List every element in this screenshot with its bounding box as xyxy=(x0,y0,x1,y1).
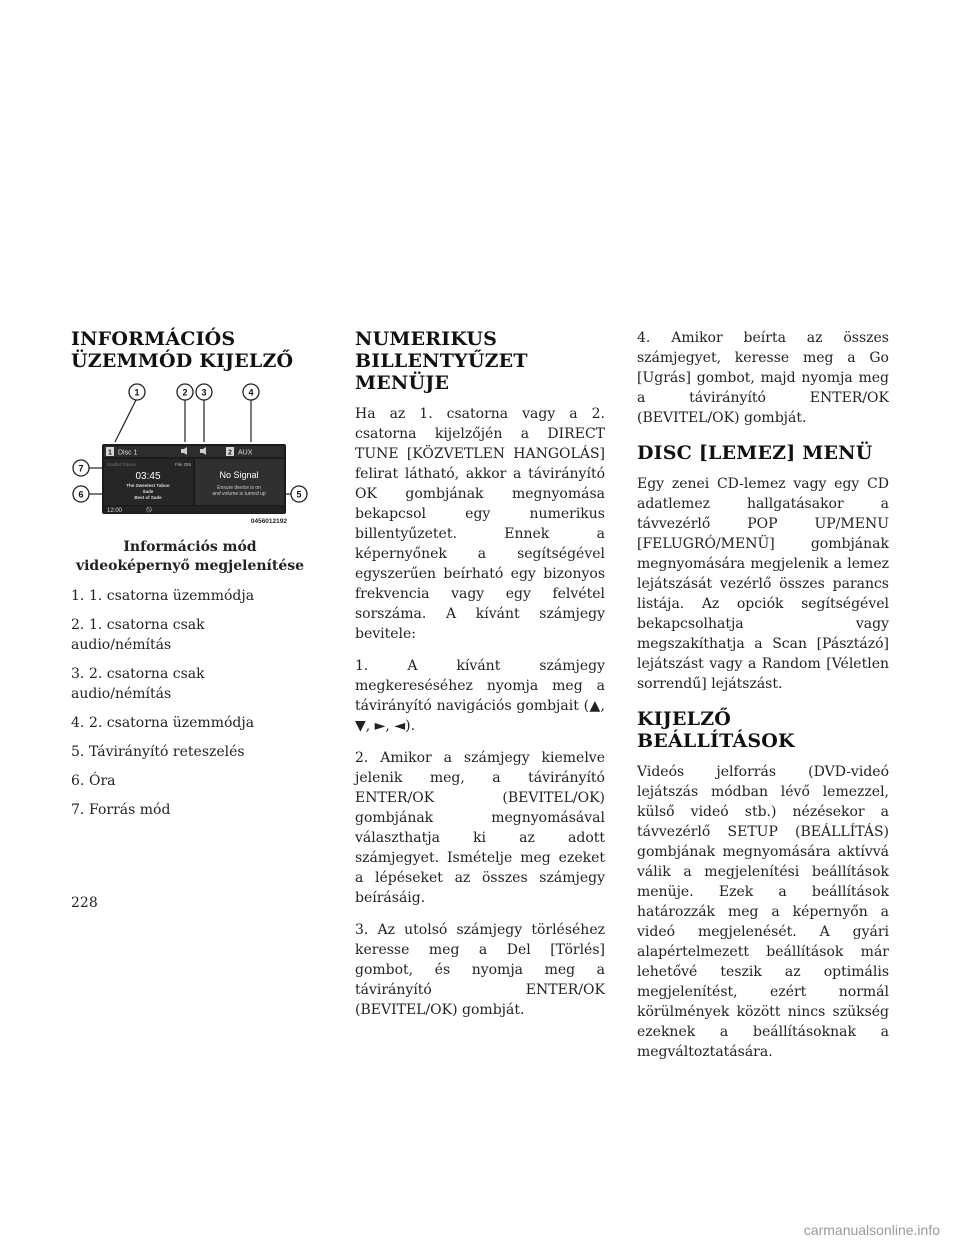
figure-caption: Információs mód videoképernyő megjelenítése xyxy=(75,539,305,574)
heading-info-mode: INFORMÁCIÓS ÜZEMMÓD KIJELZŐ xyxy=(71,328,294,372)
paragraph: 4. Amikor beírta az összes számjegyet, keresse meg a Go [Ugrás] gombot, majd nyomja meg a távirányító ENTER/OK (BEVITEL/OK) gombját. xyxy=(637,330,889,426)
list-item: 2. 1. csatorna csak audio/némítás xyxy=(71,617,205,653)
right-badge: 2 xyxy=(228,449,232,457)
right-source-label: AUX xyxy=(238,449,253,457)
paragraph: Ha az 1. csatorna vagy a 2. csatorna kijelzőjén a DIRECT TUNE [KÖZVETLEN HANGOLÁS] felirat látható, akkor a távirányító OK gombjának megnyomása bekapcsol egy numerikus billentyűzetet. Ennek a képernyőnek a segítségével egyszerűen beírható egy bizonyos frekvencia vagy egy felvétel sorszáma. A kívánt számjegy bevitele: xyxy=(355,406,605,642)
watermark: carmanualsonline.info xyxy=(803,1222,940,1238)
time-display: 03:45 xyxy=(135,471,161,482)
hint-line-2: and volume is turned up xyxy=(212,491,266,497)
paragraph: 3. Az utolsó számjegy törléséhez keresse meg a Del [Törlés] gombot, és nyomja meg a távirányító ENTER/OK (BEVITEL/OK) gombját. xyxy=(355,922,605,1018)
list-item: 5. Távirányító reteszelés xyxy=(71,744,245,760)
figure-code: 0456012192 xyxy=(250,518,287,525)
artist-name: Sade xyxy=(142,489,154,494)
callout-1: 1 xyxy=(134,387,140,398)
callout-3: 3 xyxy=(201,387,207,398)
callout-2: 2 xyxy=(182,387,188,398)
callout-7: 7 xyxy=(78,463,84,474)
column-right xyxy=(637,328,889,1074)
paragraph: Videós jelforrás (DVD-videó lejátszás módban lévő lemezzel, külső videó stb.) nézésekor a távvezérlő SETUP (BEÁLLÍTÁS) gombjának megnyomására aktívvá válik a megjelenítési beállítások menüje. Ezek a beállítások határozzák meg a képernyőn a videó megjelenését. A gyári alapértelmezett beállítások már lehetővé teszik az optimális megjelenítést, ezért normál körülmények között nincs szükség ezeknek a beállításoknak a megváltoztatására. xyxy=(637,764,889,1060)
heading-disc-menu: DISC [LEMEZ] MENÜ xyxy=(637,442,873,464)
list-item: 6. Óra xyxy=(71,773,116,789)
column-middle xyxy=(355,328,605,1032)
clock-display: 12:00 xyxy=(107,508,123,514)
callout-6: 6 xyxy=(78,489,84,500)
legend-list xyxy=(71,586,309,820)
column-left xyxy=(71,328,309,829)
hint-line-1: Ensure device is on xyxy=(217,485,261,491)
callout-5: 5 xyxy=(296,489,302,500)
list-item: 3. 2. csatorna csak audio/némítás xyxy=(71,666,205,702)
paragraph: 2. Amikor a számjegy kiemelve jelenik meg, a távirányító ENTER/OK (BEVITEL/OK) gombjának megnyomásával választhatja ki az adott számjegyet. Ismételje meg ezeket a lépéseket az összes számjegy beírásáig. xyxy=(355,750,605,906)
left-source-label: Disc 1 xyxy=(118,449,138,457)
heading-numeric-keypad: NUMERIKUS BILLENTYŰZET MENÜJE xyxy=(355,328,528,394)
album-name: Best of Sade xyxy=(134,495,162,500)
info-mode-figure xyxy=(71,382,309,532)
heading-display-settings: KIJELZŐ BEÁLLÍTÁSOK xyxy=(637,708,795,752)
paragraph: Egy zenei CD-lemez vagy egy CD adatlemez hallgatásakor a távvezérlő POP UP/MENU [FELUGRÓ/MENÜ] gombjának megnyomására megjelenik a lemez lejátszását vezérlő összes parancs listája. Az opciók segítségével bekapcsolhatja vagy megszakíthatja a Scan [Pásztázó] lejátszást vagy a Random [Véletlen sorrendű] lejátszást. xyxy=(637,476,889,692)
list-item: 7. Forrás mód xyxy=(71,802,171,818)
left-badge: 1 xyxy=(108,449,112,457)
paragraph: 1. A kívánt számjegy megkereséséhez nyomja meg a távirányító navigációs gombjait (▲, ▼, ►, ◄). xyxy=(355,658,605,734)
list-item: 1. 1. csatorna üzemmódja xyxy=(71,588,255,604)
track-label: Soulful Trance xyxy=(107,462,136,467)
page-number: 228 xyxy=(71,895,98,911)
callout-4: 4 xyxy=(248,387,254,398)
song-title: The Sweetest Taboo xyxy=(126,483,170,488)
no-signal-text: No Signal xyxy=(219,470,259,480)
list-item: 4. 2. csatorna üzemmódja xyxy=(71,715,255,731)
file-label: File 255 xyxy=(174,462,191,467)
